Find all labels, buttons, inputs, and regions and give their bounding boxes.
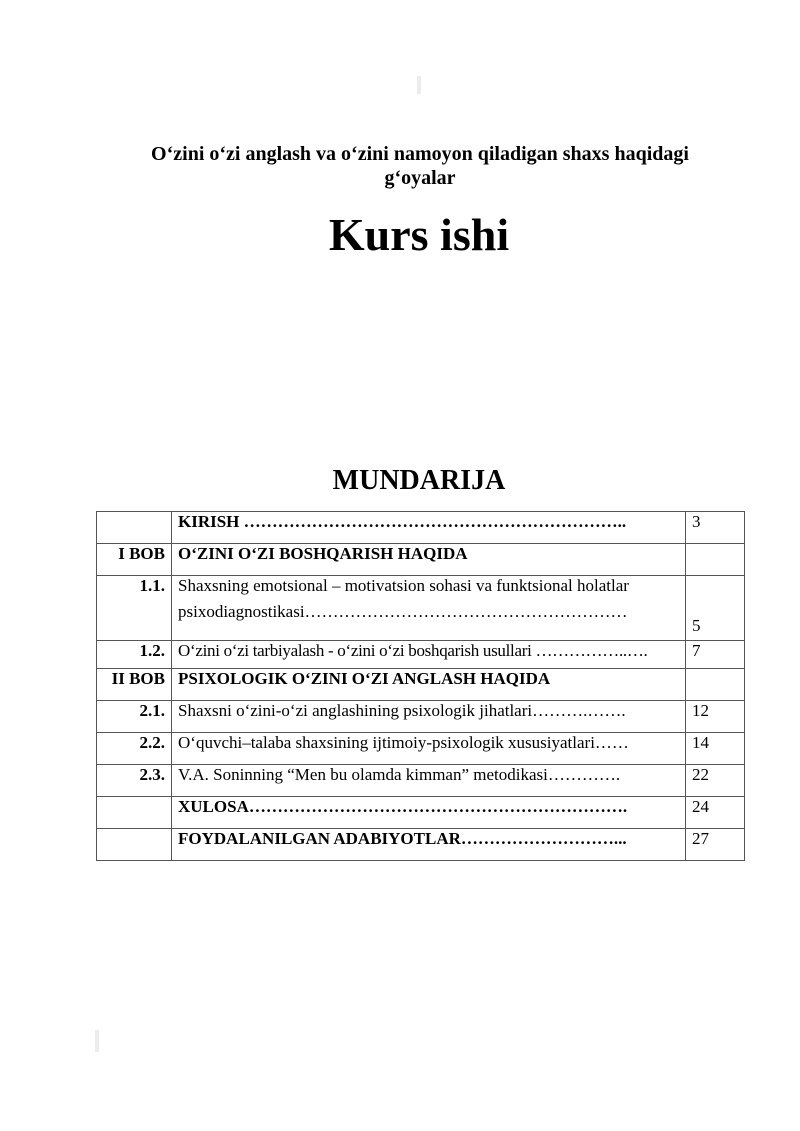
toc-row-title-line-1: Shaxsning emotsional – motivatsion sohasi va funktsional holatlar [178, 576, 629, 595]
toc-row-number: I BOB [97, 544, 172, 576]
toc-row-page: 14 [686, 733, 745, 765]
toc-row-page: 27 [686, 829, 745, 861]
page-mark-bottom [95, 1030, 99, 1052]
toc-heading: MUNDARIJA [332, 465, 506, 496]
toc-row-page [686, 669, 745, 701]
table-of-contents [96, 511, 745, 861]
toc-row-2-2 [97, 733, 745, 765]
toc-row-2-3 [97, 765, 745, 797]
toc-row-number [97, 797, 172, 829]
toc-row-xulosa [97, 797, 745, 829]
toc-row-number [97, 512, 172, 544]
toc-row-title [172, 576, 686, 641]
toc-row-number: 2.3. [97, 765, 172, 797]
toc-row-number [97, 829, 172, 861]
toc-row-kirish [97, 512, 745, 544]
toc-row-title: O‘zini o‘zi tarbiyalash - o‘zini o‘zi boshqarish usullari ……………..…. [172, 641, 686, 669]
toc-row-page [686, 544, 745, 576]
toc-row-number: II BOB [97, 669, 172, 701]
toc-row-title: XULOSA…………………………………………………………. [172, 797, 686, 829]
toc-row-page: 3 [686, 512, 745, 544]
toc-row-title: KIRISH ………………………………………………………….. [172, 512, 686, 544]
toc-row-page: 12 [686, 701, 745, 733]
toc-row-number: 2.2. [97, 733, 172, 765]
toc-row-chapter-2 [97, 669, 745, 701]
toc-row-1-2 [97, 641, 745, 669]
toc-row-number: 2.1. [97, 701, 172, 733]
document-title: Kurs ishi [328, 209, 510, 260]
toc-row-title: FOYDALANILGAN ADABIYOTLAR………………………... [172, 829, 686, 861]
toc-row-adabiyotlar [97, 829, 745, 861]
subtitle-line-1: O‘zini o‘zi anglash va o‘zini namoyon qiladigan shaxs haqidagi [151, 143, 689, 165]
toc-row-1-1 [97, 576, 745, 641]
toc-row-page: 22 [686, 765, 745, 797]
toc-row-number: 1.1. [97, 576, 172, 641]
toc-row-title-line-2: psixodiagnostikasi………………………………………………… [178, 602, 628, 621]
toc-row-chapter-1 [97, 544, 745, 576]
toc-row-page: 5 [686, 576, 745, 641]
document-subtitle [60, 142, 780, 190]
subtitle-line-2: g‘oyalar [384, 167, 456, 189]
toc-row-title: PSIXOLOGIK O‘ZINI O‘ZI ANGLASH HAQIDA [172, 669, 686, 701]
toc-row-page: 24 [686, 797, 745, 829]
toc-row-page: 7 [686, 641, 745, 669]
page-mark-top [417, 76, 421, 94]
toc-row-title: O‘ZINI O‘ZI BOSHQARISH HAQIDA [172, 544, 686, 576]
toc-row-2-1 [97, 701, 745, 733]
toc-row-title: O‘quvchi–talaba shaxsining ijtimoiy-psixologik xususiyatlari…… [172, 733, 686, 765]
toc-row-number: 1.2. [97, 641, 172, 669]
toc-row-title: V.A. Soninning “Men bu olamda kimman” metodikasi…………. [172, 765, 686, 797]
toc-row-title: Shaxsni o‘zini-o‘zi anglashining psixologik jihatlari……….……. [172, 701, 686, 733]
